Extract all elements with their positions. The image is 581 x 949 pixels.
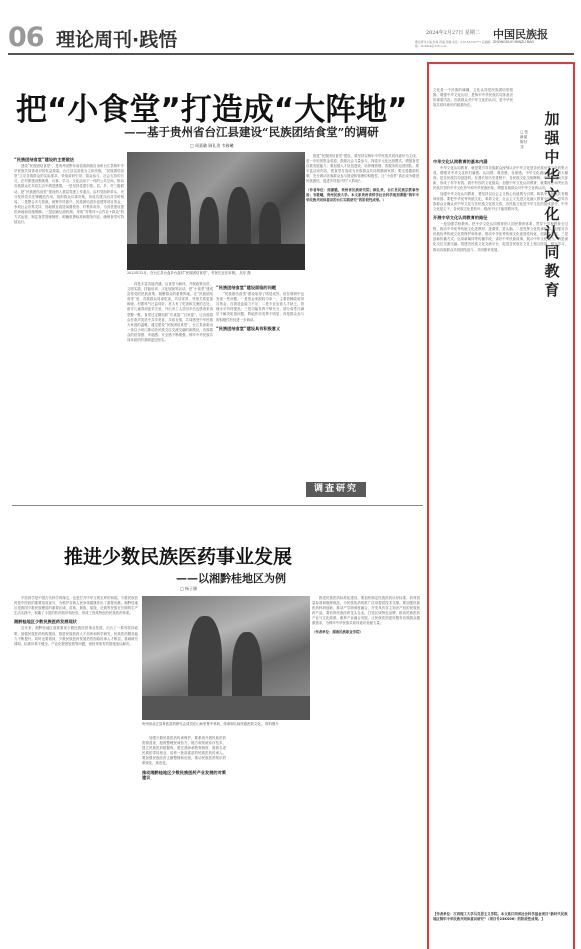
photo-figure — [137, 192, 159, 252]
sidebar-text-1: 中华文化认同教育，就是要引导各族群众深刻认识中华文化是各民族优秀文化的集大成，增强对中华文化的归属感、认同感、尊崇感、自豪感。中华文化源远流长、博大精深，是各民族共同创造的。在漫长的历史进程中，各民族文化交相辉映，中华文化历久弥新，形成了你中有我、我中有你的文化格局。加强中华文化认同教育，就要树立和突出各民族共享的中华文化符号和中华民族形象，增强各族群众对中华文化的认同。 — [433, 166, 568, 191]
article2-photo — [142, 596, 310, 720]
article2-heading-status: 湘黔桂地区少数民族医药发展现状 — [14, 619, 77, 625]
article2-column-3 — [312, 596, 420, 941]
section-title: 理论周刊·践悟 — [56, 29, 178, 51]
sidebar-authors: □ 张新斌 陈付龙 — [520, 130, 529, 149]
masthead-info: 理论周刊主编 杜海 责编 吴楠 电话：010-58130777 投稿邮箱：mzbllzk@126.com — [415, 40, 491, 48]
sidebar-title: 加强中华文化认同教育 — [544, 110, 560, 299]
article1-heading-practices: “民族团结食堂”建设的主要做法 — [14, 157, 74, 162]
sidebar-heading-paths: 开展中华文化认同教育的路径 — [433, 214, 488, 220]
article1-authors: □ 周嘉璐 顾礼贵 韦筱曦 — [190, 143, 234, 148]
page-number: 06 — [8, 22, 44, 53]
article2-column-2 — [142, 736, 226, 941]
article1-heading-significance: “民族团结食堂”建设具有积极意义 — [216, 325, 281, 331]
article1-column-1 — [14, 154, 124, 506]
photo-ground — [142, 696, 310, 720]
article-divider — [12, 505, 423, 506]
photo-figure — [188, 616, 222, 706]
article1-photo — [127, 152, 305, 270]
article2-col3-text: 推进民族医药标准化建设。要加快制定民族医药诊疗标准、药材质量标准和炮制规范，为民族医药的推广应用提供技术支撑。要加强民族医药科研创新，推动产学研深度融合，开发具有自主知识产权的民族医药产品。要培育民族医药龙头企业，打造区域特色品牌，推动民族医药产业与文化旅游、康养产业融合发展，让民族医药更好服务各族群众健康需求，为铸牢中华民族共同体意识贡献力量。 — [312, 596, 420, 626]
section-stamp: 调查研究 — [306, 482, 366, 497]
sidebar-author-note: 【作者单位：江西理工大学马克思主义学院。本文系江西省社会科学基金项目“新时代民族地区铸牢中华民族共同体意识研究”（项目号23KS06）的阶段性成果。】 — [433, 912, 568, 921]
article1-photo-caption: 2023年12月，在台江县台盘乡台盘村“民族团结食堂”，村民们正在用餐。 吴东 摄 — [127, 271, 251, 275]
sidebar-intro: 文化是一个民族的魂魄，文化认同是民族团结的根脉。增强中华文化认同，是铸牢中华民族共同体意识的重要内容。各族群众对中华文化的认同，是中华民族共同体意识的根基所在。 — [433, 88, 513, 108]
article2-author-note: （作者单位：湖南民族职业学院） — [312, 629, 363, 634]
article2-col1-text: 中医药学是中国古代科学的瑰宝，也是打开中华文明宝库的钥匙。少数民族医药是中医药的重要组成部分，为维护各族人民身体健康作出了重要贡献。湘黔桂地区是我国少数民族聚居的重要区域，苗族、侗族、瑶族、壮族等民族在长期的生产生活实践中，积累了丰富的医药知识和经验，形成了独具特色的民族医药体系。 — [14, 596, 138, 616]
dateline: 2024年2月27日 星期二 — [426, 30, 480, 36]
article1-col3-text: “民族团结食堂”建设取得了明显成效，但在调研中也发现一些问题。一是资金来源较为单一，主要依赖政府项目资金，自我造血能力不足；二是专业运营人才缺乏，管理水平有待提高；三是功能发挥不够充分，部分食堂仅满足于解决吃饭问题，阵地作用发挥不明显；四是群众参与的积极性有待进一步调动。 — [216, 292, 304, 322]
article1-col2-text: 四是丰富功能内涵。以食堂为载体，开展政策宣讲、文明实践、技能培训、文化展演等活动，把“小食堂”建成宣传党的民族政策、凝聚群众的重要阵地。在“民族团结食堂”里，各族群众同桌吃饭、共话家常，邻里关系更加和睦，村寨风气日益向好。老人有了吃饭和交流的去处，留守儿童得到更多关爱，外出务工人员回乡后也愿意来食堂聚一聚。食堂还定期组织“长桌宴”“百家宴”，让各族群众在欢声笑语中共享美食、共叙友情，共同感受中华民族大家庭的温暖。通过建设“民族团结食堂”，台江县探索出一条以小切口推动各民族交往交流交融的新路径，各族群众的获得感、幸福感、安全感不断增强，铸牢中华民族共同体意识的基础更加坚实。 — [127, 282, 213, 343]
article1-column-3 — [216, 282, 304, 502]
masthead — [0, 0, 581, 56]
article1-col1-text: 建设“民族团结食堂”，是贵州省黔东南苗族侗族自治州台江县铸牢中华民族共同体意识的有益探索。台江县以苗族为主体民族，“民族团结食堂”立足各族群众的实际需求，采取政府引导、群众参与、社会支持的方式，在村寨建设集就餐、议事、学习、文化活动于一体的公共空间，推动各族群众在共同生活中增进感情。一是坚持党建引领。县、乡、村三级联动，把“民族团结食堂”建设纳入基层党建工作重点，由村党组织牵头，充分发挥党员先锋模范作用，组织群众议事决策，形成共建共治共享的格局。二是整合多方资源。统筹乡村振兴、民族团结进步创建等项目资金，争取社会各界支持，因地制宜改造闲置校舍、村集体用房，为食堂建设提供场地和设施保障。三是创新运营机制。采取“村集体+合作社+群众”的方式运营，制定食堂管理制度，明确收费标准和服务内容，确保食堂可持续运行。 — [14, 164, 124, 225]
article2-col1-text2: 近年来，湘黔桂地区高度重视少数民族医药事业发展，出台了一系列扶持政策，加强民族医药机构建设，推进民族医药人才培养和科学研究，民族医药服务能力不断提升。同时也要看到，少数民族医药发展仍然面临传承人才断层、基础研究薄弱、标准体系不健全、产业化程度较低等问题，亟待采取有效措施加以解决。 — [14, 626, 138, 646]
header-rule — [8, 53, 574, 55]
sidebar-body — [433, 156, 568, 926]
article1-column-2 — [127, 282, 213, 502]
article1-col4-text: 推进“民族团结食堂”建设，要坚持以铸牢中华民族共同体意识为主线，进一步拓宽资金渠道，鼓励社会力量参与，探索多元化运营模式，增强食堂自我发展能力；要加强人才队伍建设，培养懂管理、善服务的运营团队；要丰富活动内容，把食堂打造成为各族群众共同的精神家园；要完善激励机制，充分调动各族群众参与建设和管理的积极性，让“小食堂”真正成为增进民族团结、促进乡村振兴的“大阵地”。 — [306, 154, 419, 184]
article2-column-1 — [14, 596, 138, 941]
article2-col2-text: 加强少数民族医药传承保护。要系统开展民族医药资源普查，抢救整理民间验方、秘方和传统诊疗技术，建立民族医药数据库。要完善师承教育制度，鼓励名老民族医带徒授业，培养一批高素质的民族医药传承人。要加强民族医药文献整理和出版，推动民族医药知识的系统化、规范化。 — [142, 736, 226, 766]
article1-title: 把“小食堂”打造成“大阵地” — [16, 92, 408, 128]
article1-subtitle: ——基于贵州省台江县建设“民族团结食堂”的调研 — [124, 125, 379, 139]
article2-subtitle: ——以湘黔桂地区为例 — [176, 572, 286, 585]
article1-column-4 — [306, 154, 419, 481]
article2-photo-caption: 贵州省从江县草医苗药研究会成员在山间采集中草药，传承和弘扬民族医药文化。 资料图片 — [142, 722, 279, 726]
article1-author-note: （作者单位：周嘉璐，贵州省民族研究院；顾礼贵，台江县民族宗教事务局；韦筱曦，贵州民族大学。本文系贵州省哲学社会科学规划课题“铸牢中华民族共同体意识的台江实践研究”的阶段性成果。） — [306, 187, 419, 202]
paper-english-name: ZHONGGUO MINZU BAO — [493, 40, 535, 44]
article2-authors: □ 杨子涵 — [180, 586, 198, 591]
sidebar-text-2: 加强中华文化认同教育，要坚持以社会主义核心价值观为引领，构筑中华民族共有精神家园。要把中华优秀传统文化、革命文化、社会主义先进文化融入教育全过程，引导各族群众正确认识中华文化与各民族文化的关系，各民族文化是中华文化的组成部分，中华文化是主干，各民族文化是枝叶，根深干壮才能枝繁叶茂。 — [433, 191, 568, 211]
article2-title: 推进少数民族医药事业发展 — [64, 546, 293, 568]
photo-table — [127, 244, 305, 270]
paper-name: 中国民族报 — [493, 28, 548, 41]
sidebar-heading-meaning: 中华文化认同教育的基本内涵 — [433, 159, 488, 164]
article1-heading-problems: “民族团结食堂”建设面临的问题 — [216, 285, 276, 290]
article2-heading-suggestions: 推动湘黔桂地区少数民族医药产业发展的对策建议 — [142, 769, 226, 780]
sidebar-text-3: 一是加强学校教育。把中华文化认同教育纳入国民教育体系，贯穿于学校教育全过程，推动中华优秀传统文化进教材、进课堂、进头脑。二是发挥文化传承作用。加强对各民族优秀传统文化的保护和传承，推动中华优秀传统文化创造性转化、创新性发展。三是创新传播方式。运用新媒体等传播手段，讲好中华民族故事，展示中华文化魅力。四是深化交往交流交融。搭建各民族文化交流平台，促进各民族在文化上相互欣赏、相互学习，推动各族群众共同团结奋斗、共同繁荣发展。 — [433, 222, 568, 252]
